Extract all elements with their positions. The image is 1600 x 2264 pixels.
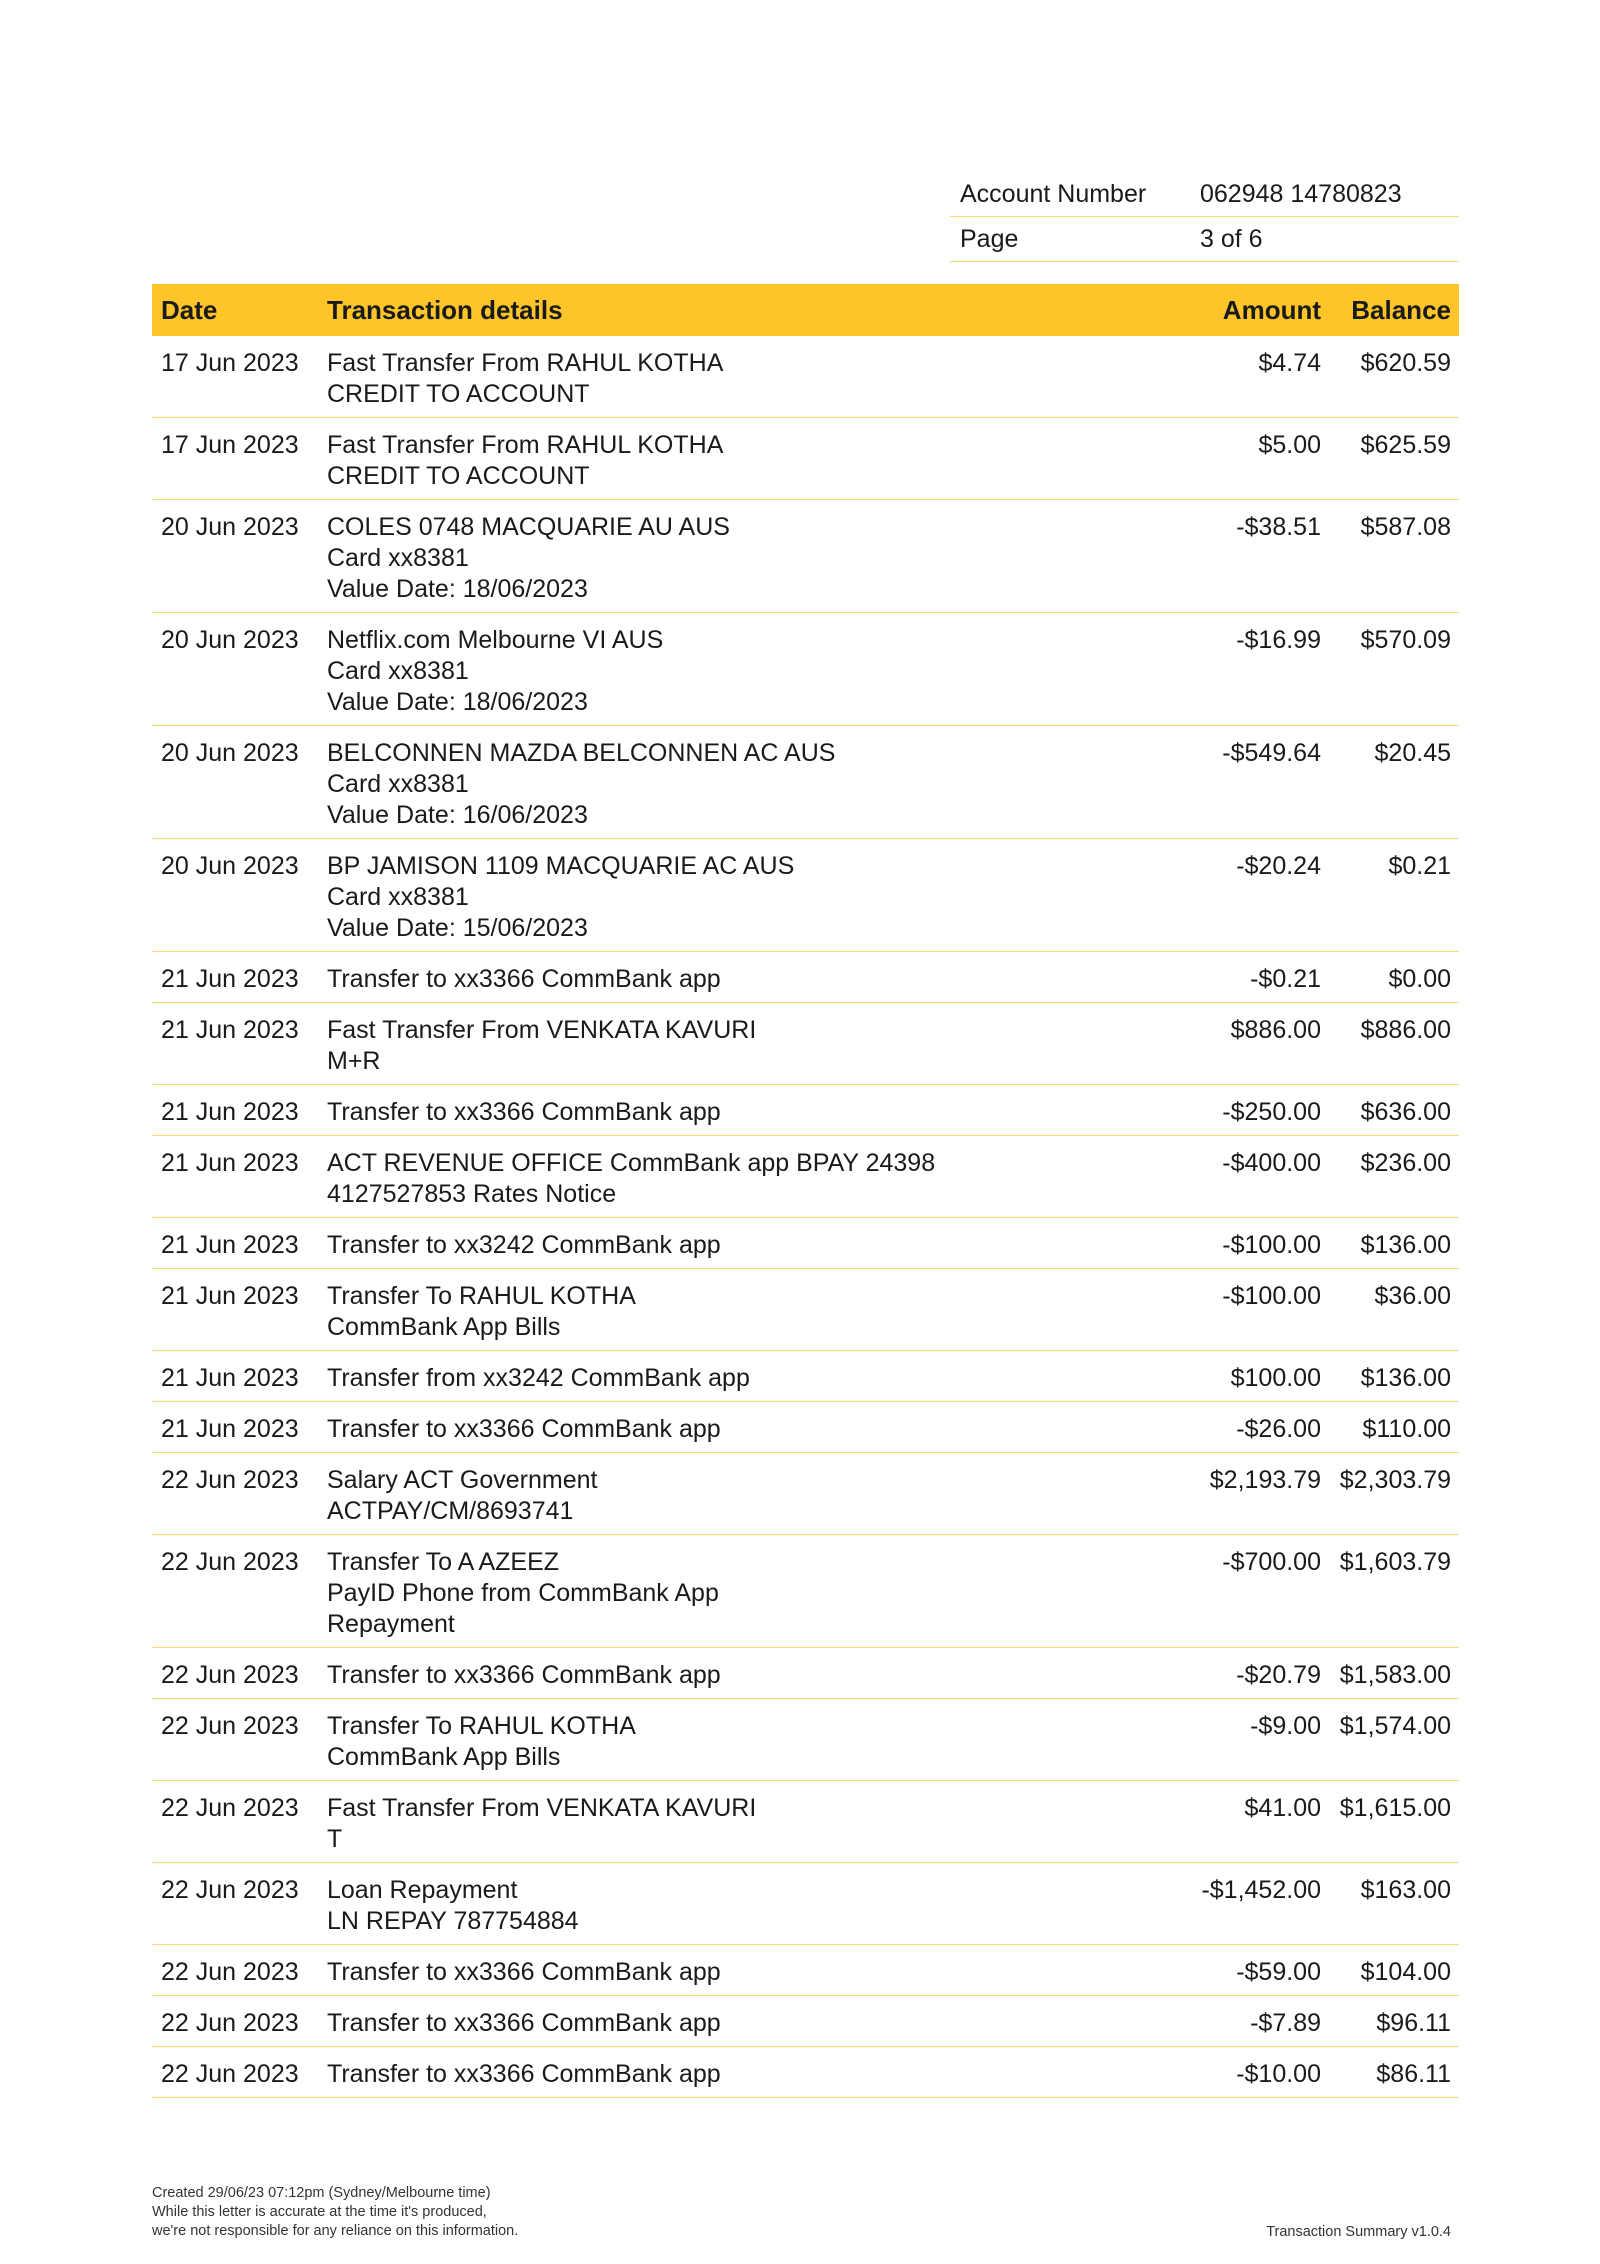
row-detail-line: Value Date: 18/06/2023 — [327, 575, 588, 603]
row-date: 20 Jun 2023 — [161, 739, 299, 767]
row-balance: $236.00 — [1360, 1149, 1451, 1177]
row-balance: $570.09 — [1360, 626, 1451, 654]
table-row — [152, 726, 1459, 839]
row-amount: -$38.51 — [1236, 513, 1321, 541]
table-row — [152, 952, 1459, 1003]
row-detail-line: BELCONNEN MAZDA BELCONNEN AC AUS — [327, 739, 836, 767]
footer-disclaimer-line1: While this letter is accurate at the time it's produced, — [152, 2204, 487, 2220]
footer-disclaimer-line2: we're not responsible for any reliance on this information. — [152, 2223, 519, 2239]
row-balance: $110.00 — [1362, 1415, 1451, 1443]
row-balance: $620.59 — [1360, 349, 1451, 377]
row-date: 21 Jun 2023 — [161, 1364, 299, 1392]
row-detail-line: M+R — [327, 1047, 381, 1075]
table-header — [152, 284, 1459, 336]
row-detail-line: Card xx8381 — [327, 770, 469, 798]
row-balance: $20.45 — [1374, 739, 1451, 767]
row-date: 22 Jun 2023 — [161, 1712, 299, 1740]
table-row — [152, 1535, 1459, 1648]
table-row — [152, 1648, 1459, 1699]
row-details — [327, 738, 1087, 831]
row-amount: -$250.00 — [1222, 1098, 1321, 1126]
table-row — [152, 1351, 1459, 1402]
table-row — [152, 1136, 1459, 1218]
row-details — [327, 512, 1087, 605]
row-detail-line: Card xx8381 — [327, 657, 469, 685]
row-date: 20 Jun 2023 — [161, 626, 299, 654]
footer-created: Created 29/06/23 07:12pm (Sydney/Melbourne time) — [152, 2185, 491, 2201]
page-number-row — [950, 217, 1459, 262]
row-balance: $625.59 — [1360, 431, 1451, 459]
account-info-block — [950, 172, 1459, 262]
row-amount: $2,193.79 — [1209, 1466, 1321, 1494]
table-row — [152, 1085, 1459, 1136]
row-date: 21 Jun 2023 — [161, 965, 299, 993]
table-row — [152, 1781, 1459, 1863]
row-balance: $2,303.79 — [1339, 1466, 1451, 1494]
row-amount: -$59.00 — [1236, 1958, 1321, 1986]
transactions-table — [152, 284, 1459, 2098]
row-detail-line: ACTPAY/CM/8693741 — [327, 1497, 574, 1525]
row-detail-line: Value Date: 18/06/2023 — [327, 688, 588, 716]
row-amount: $5.00 — [1258, 431, 1321, 459]
row-balance: $1,603.79 — [1339, 1548, 1451, 1576]
row-detail-line: Fast Transfer From RAHUL KOTHA — [327, 431, 724, 459]
row-detail-line: COLES 0748 MACQUARIE AU AUS — [327, 513, 730, 541]
table-row — [152, 1996, 1459, 2047]
row-details — [327, 851, 1087, 944]
row-date: 21 Jun 2023 — [161, 1231, 299, 1259]
row-date: 22 Jun 2023 — [161, 1548, 299, 1576]
row-details — [327, 1097, 1087, 1128]
row-details — [327, 1281, 1087, 1343]
row-date: 21 Jun 2023 — [161, 1149, 299, 1177]
row-amount: -$100.00 — [1222, 1282, 1321, 1310]
row-balance: $163.00 — [1360, 1876, 1451, 1904]
row-detail-line: Fast Transfer From VENKATA KAVURI — [327, 1016, 757, 1044]
row-date: 17 Jun 2023 — [161, 349, 299, 377]
row-detail-line: T — [327, 1825, 343, 1853]
row-detail-line: Fast Transfer From VENKATA KAVURI — [327, 1794, 757, 1822]
row-amount: $100.00 — [1230, 1364, 1321, 1392]
row-details — [327, 1547, 1087, 1640]
row-amount: -$400.00 — [1222, 1149, 1321, 1177]
row-amount: -$700.00 — [1222, 1548, 1321, 1576]
row-balance: $104.00 — [1360, 1958, 1451, 1986]
row-detail-line: Value Date: 16/06/2023 — [327, 801, 588, 829]
row-details — [327, 348, 1087, 410]
row-balance: $636.00 — [1360, 1098, 1451, 1126]
row-date: 21 Jun 2023 — [161, 1415, 299, 1443]
row-date: 22 Jun 2023 — [161, 1876, 299, 1904]
table-row — [152, 1699, 1459, 1781]
row-detail-line: Netflix.com Melbourne VI AUS — [327, 626, 664, 654]
table-row — [152, 336, 1459, 418]
row-details — [327, 1875, 1087, 1937]
table-row — [152, 500, 1459, 613]
table-row — [152, 1218, 1459, 1269]
row-date: 22 Jun 2023 — [161, 2009, 299, 2037]
row-detail-line: Transfer To A AZEEZ — [327, 1548, 560, 1576]
account-number-row — [950, 172, 1459, 217]
row-date: 20 Jun 2023 — [161, 513, 299, 541]
row-detail-line: Value Date: 15/06/2023 — [327, 914, 588, 942]
row-details — [327, 1015, 1087, 1077]
row-detail-line: Transfer to xx3366 CommBank app — [327, 965, 721, 993]
footer-version: Transaction Summary v1.0.4 — [1266, 2224, 1451, 2240]
row-date: 21 Jun 2023 — [161, 1282, 299, 1310]
row-amount: -$26.00 — [1236, 1415, 1321, 1443]
row-amount: -$0.21 — [1250, 965, 1321, 993]
footer-disclaimer — [152, 2184, 518, 2241]
row-balance: $587.08 — [1360, 513, 1451, 541]
page-label: Page — [960, 224, 1019, 253]
row-balance: $136.00 — [1360, 1364, 1451, 1392]
row-details — [327, 625, 1087, 718]
row-balance: $96.11 — [1376, 2009, 1451, 2037]
row-amount: -$10.00 — [1236, 2060, 1321, 2088]
table-row — [152, 1945, 1459, 1996]
row-detail-line: CREDIT TO ACCOUNT — [327, 462, 590, 490]
account-number-value: 062948 14780823 — [1200, 179, 1402, 208]
row-date: 21 Jun 2023 — [161, 1098, 299, 1126]
row-detail-line: CommBank App Bills — [327, 1743, 561, 1771]
row-amount: $4.74 — [1258, 349, 1321, 377]
row-detail-line: Card xx8381 — [327, 883, 469, 911]
row-details — [327, 2059, 1087, 2090]
header-balance: Balance — [1351, 294, 1451, 325]
table-row — [152, 1003, 1459, 1085]
row-detail-line: CREDIT TO ACCOUNT — [327, 380, 590, 408]
row-amount: -$100.00 — [1222, 1231, 1321, 1259]
row-amount: $886.00 — [1230, 1016, 1321, 1044]
row-amount: $41.00 — [1244, 1794, 1321, 1822]
row-amount: -$16.99 — [1236, 626, 1321, 654]
row-detail-line: ACT REVENUE OFFICE CommBank app BPAY 24398 — [327, 1149, 936, 1177]
row-detail-line: Transfer to xx3366 CommBank app — [327, 1098, 721, 1126]
account-number-label: Account Number — [960, 179, 1147, 208]
table-row — [152, 1453, 1459, 1535]
row-balance: $86.11 — [1376, 2060, 1451, 2088]
table-body — [152, 336, 1459, 2098]
table-row — [152, 1402, 1459, 1453]
row-date: 20 Jun 2023 — [161, 852, 299, 880]
row-details — [327, 2008, 1087, 2039]
row-detail-line: Card xx8381 — [327, 544, 469, 572]
row-balance: $1,583.00 — [1339, 1661, 1451, 1689]
row-balance: $886.00 — [1360, 1016, 1451, 1044]
table-row — [152, 418, 1459, 500]
row-balance: $36.00 — [1374, 1282, 1451, 1310]
row-detail-line: Loan Repayment — [327, 1876, 518, 1904]
row-detail-line: CommBank App Bills — [327, 1313, 561, 1341]
row-detail-line: Transfer to xx3366 CommBank app — [327, 1661, 721, 1689]
row-balance: $0.00 — [1388, 965, 1451, 993]
row-detail-line: 4127527853 Rates Notice — [327, 1180, 617, 1208]
row-date: 22 Jun 2023 — [161, 1466, 299, 1494]
row-detail-line: PayID Phone from CommBank App — [327, 1579, 719, 1607]
row-date: 22 Jun 2023 — [161, 1794, 299, 1822]
row-detail-line: Transfer to xx3366 CommBank app — [327, 2060, 721, 2088]
row-details — [327, 1414, 1087, 1445]
row-detail-line: LN REPAY 787754884 — [327, 1907, 579, 1935]
row-details — [327, 964, 1087, 995]
row-detail-line: Transfer to xx3366 CommBank app — [327, 1415, 721, 1443]
row-amount: -$20.24 — [1236, 852, 1321, 880]
row-amount: -$549.64 — [1222, 739, 1321, 767]
row-detail-line: Transfer to xx3366 CommBank app — [327, 2009, 721, 2037]
header-date: Date — [161, 294, 218, 325]
row-detail-line: Transfer to xx3366 CommBank app — [327, 1958, 721, 1986]
row-details — [327, 1957, 1087, 1988]
row-detail-line: Transfer To RAHUL KOTHA — [327, 1712, 636, 1740]
row-date: 22 Jun 2023 — [161, 1661, 299, 1689]
table-row — [152, 2047, 1459, 2098]
row-amount: -$9.00 — [1250, 1712, 1321, 1740]
row-detail-line: Transfer from xx3242 CommBank app — [327, 1364, 750, 1392]
row-detail-line: BP JAMISON 1109 MACQUARIE AC AUS — [327, 852, 795, 880]
row-date: 22 Jun 2023 — [161, 1958, 299, 1986]
row-date: 17 Jun 2023 — [161, 431, 299, 459]
row-balance: $0.21 — [1388, 852, 1451, 880]
page-value: 3 of 6 — [1200, 224, 1263, 253]
row-balance: $1,574.00 — [1339, 1712, 1451, 1740]
header-amount: Amount — [1222, 294, 1321, 325]
row-details — [327, 430, 1087, 492]
row-detail-line: Transfer to xx3242 CommBank app — [327, 1231, 721, 1259]
row-amount: -$1,452.00 — [1201, 1876, 1321, 1904]
row-balance: $1,615.00 — [1339, 1794, 1451, 1822]
row-detail-line: Fast Transfer From RAHUL KOTHA — [327, 349, 724, 377]
row-date: 22 Jun 2023 — [161, 2060, 299, 2088]
row-details — [327, 1148, 1087, 1210]
row-details — [327, 1793, 1087, 1855]
row-amount: -$7.89 — [1250, 2009, 1321, 2037]
row-balance: $136.00 — [1360, 1231, 1451, 1259]
row-details — [327, 1465, 1087, 1527]
row-amount: -$20.79 — [1236, 1661, 1321, 1689]
row-detail-line: Salary ACT Government — [327, 1466, 598, 1494]
row-date: 21 Jun 2023 — [161, 1016, 299, 1044]
row-detail-line: Transfer To RAHUL KOTHA — [327, 1282, 636, 1310]
table-row — [152, 839, 1459, 952]
table-row — [152, 613, 1459, 726]
table-row — [152, 1269, 1459, 1351]
row-detail-line: Repayment — [327, 1610, 455, 1638]
row-details — [327, 1230, 1087, 1261]
header-details: Transaction details — [327, 294, 563, 325]
row-details — [327, 1363, 1087, 1394]
row-details — [327, 1660, 1087, 1691]
row-details — [327, 1711, 1087, 1773]
table-row — [152, 1863, 1459, 1945]
